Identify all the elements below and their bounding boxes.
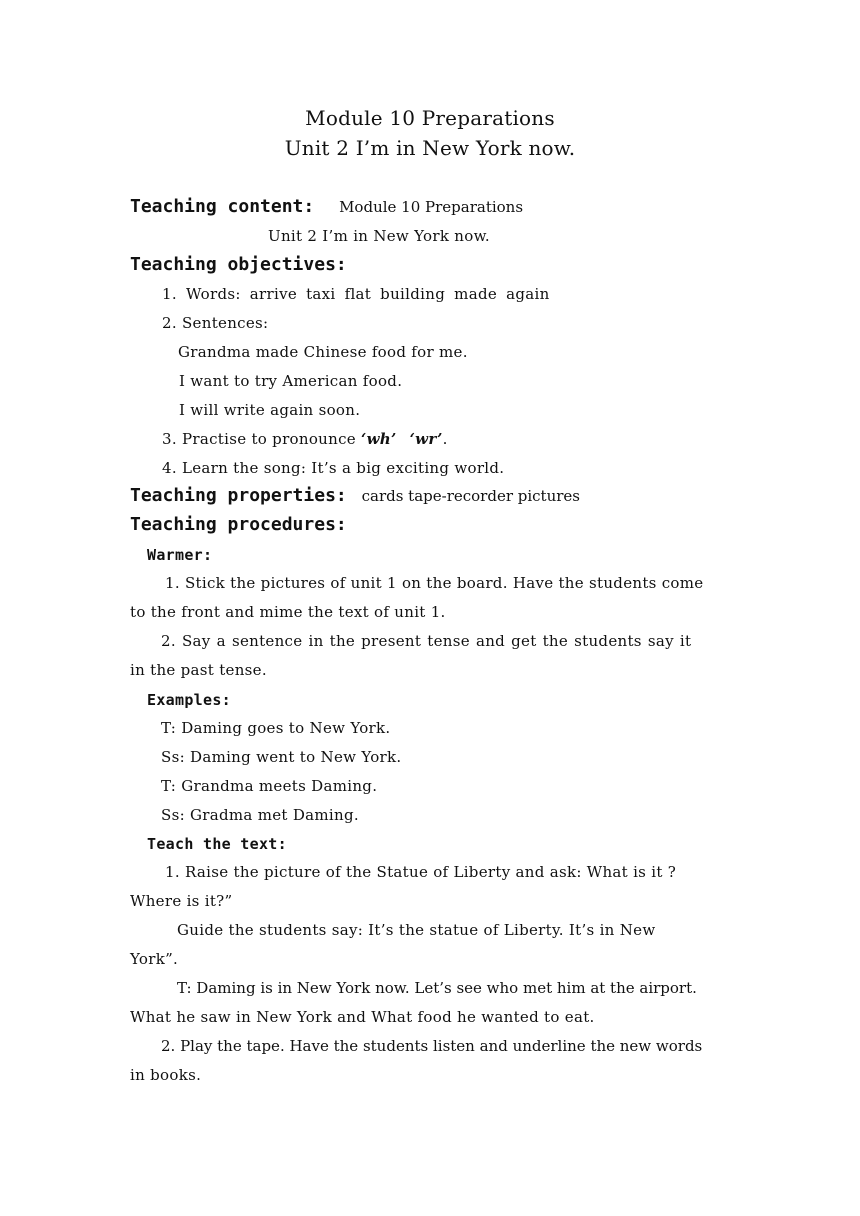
teaching-content-label: Teaching content: [130,196,315,217]
example-line: Ss: Gradma met Daming. [161,806,359,824]
teaching-properties-value: cards tape-recorder pictures [361,487,580,505]
teach-text-line: 1. Raise the picture of the Statue of Liberty and ask: What is it ? [165,863,677,881]
document-title: Module 10 Preparations [305,106,555,130]
document-subtitle: Unit 2 I’m in New York now. [284,136,576,160]
example-line: T: Grandma meets Daming. [161,777,378,795]
warmer-line: in the past tense. [130,661,267,679]
objective-song: 4. Learn the song: It’s a big exciting world. [162,459,505,477]
pronounce-text: 3. Practise to pronounce [162,430,362,448]
section-teaching-properties [130,485,580,506]
section-teaching-content [130,196,523,217]
teach-text-line: York”. [130,950,179,968]
example-line: T: Daming goes to New York. [161,719,391,737]
teach-text-line: Where is it?” [130,892,233,910]
teach-text-line: Guide the students say: It’s the statue of Liberty. It’s in New [177,921,656,939]
pronounce-period: . [442,430,448,448]
pronounce-wr: ‘wr’ [409,430,443,448]
objective-pronounce [162,430,448,448]
pronounce-wh: ‘wh’ [361,430,397,448]
teaching-properties-label: Teaching properties: [130,485,347,506]
teach-text-line: T: Daming is in New York now. Let’s see who met him at the airport. [177,979,697,997]
warmer-line: 1. Stick the pictures of unit 1 on the board. Have the students come [165,574,704,592]
teach-text-line: What he saw in New York and What food he wanted to eat. [130,1008,595,1026]
section-teaching-procedures: Teaching procedures: [130,514,347,535]
sentence-item: I want to try American food. [179,372,403,390]
examples-heading: Examples: [147,691,231,709]
teaching-content-value: Module 10 Preparations [339,198,524,216]
section-teaching-objectives: Teaching objectives: [130,254,347,275]
teaching-content-value-2: Unit 2 I’m in New York now. [268,227,491,245]
objective-words: 1. Words: arrive taxi flat building made again [162,285,550,303]
warmer-line: 2. Say a sentence in the present tense and get the students say it [161,632,692,650]
warmer-heading: Warmer: [147,546,213,564]
example-line: Ss: Daming went to New York. [161,748,402,766]
objective-sentences: 2. Sentences: [162,314,269,332]
sentence-item: Grandma made Chinese food for me. [178,343,468,361]
teach-text-heading: Teach the text: [147,835,287,853]
sentence-item: I will write again soon. [179,401,361,419]
teach-text-line: in books. [130,1066,202,1084]
warmer-line: to the front and mime the text of unit 1. [130,603,446,621]
teach-text-line: 2. Play the tape. Have the students listen and underline the new words [161,1037,703,1055]
